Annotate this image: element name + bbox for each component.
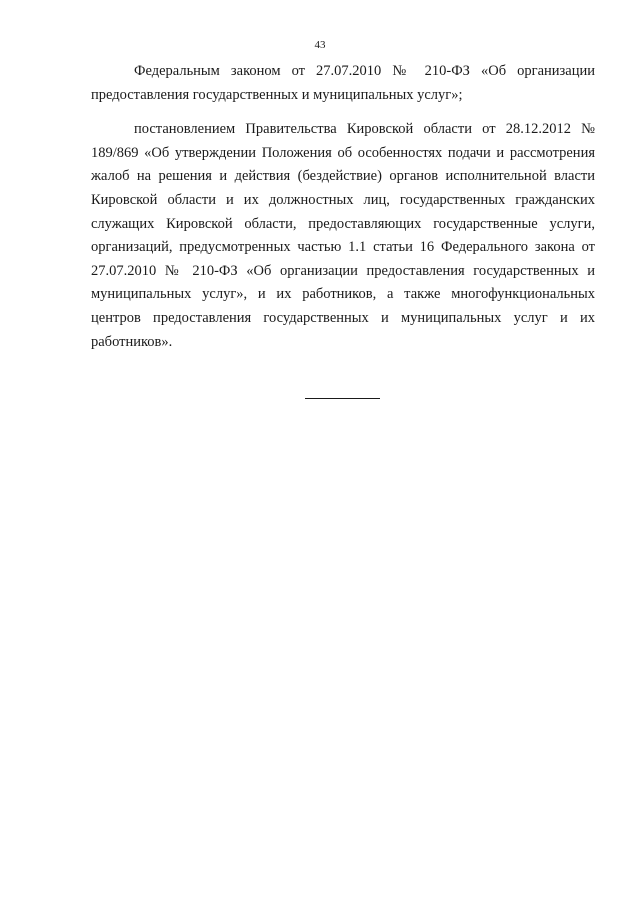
document-body [91, 60, 595, 354]
paragraph-federal-law: Федеральным законом от 27.07.2010 № 210-ФЗ «Об организации предоставления государственных и муниципальных услуг»; [91, 63, 595, 103]
page-number: 43 [314, 39, 326, 51]
paragraph-kirov-resolution: постановлением Правительства Кировской области от 28.12.2012 № 189/869 «Об утверждении Положения об особенностях подачи и рассмотрения жалоб на решения и действия (бездействие) органов исполнительной власти Кировской области и их должностных лиц, государственных гражданских служащих Кировской области, предоставляющих государственные услуги, организаций, предусмотренных частью 1.1 статьи 16 Федерального закона от 27.07.2010 № 210-ФЗ «Об организации предоставления государственных и муниципальных услуг», и их работников, а также многофункциональных центров предоставления государственных и муниципальных услуг и их работников». [91, 121, 595, 350]
end-separator-line [305, 398, 380, 399]
